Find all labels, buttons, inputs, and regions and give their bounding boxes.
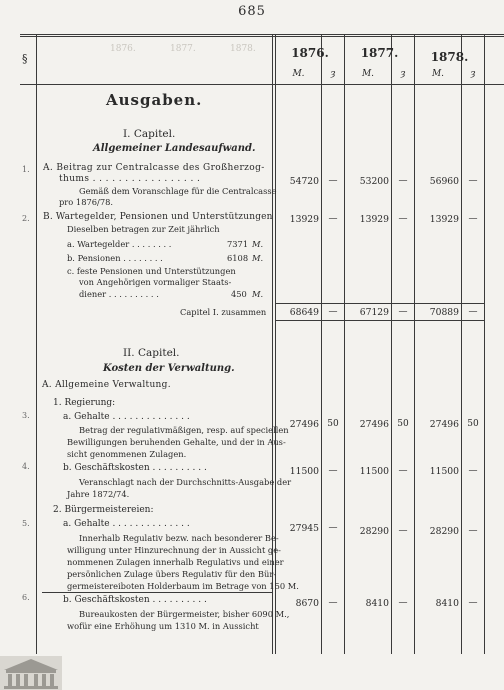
- value-1878-pf: 50: [467, 419, 479, 429]
- row-number: 1.: [22, 165, 30, 174]
- row-text: B. Wartegelder, Pensionen und Unterstützungen: [43, 212, 273, 222]
- value-1878-mark: 27496: [429, 419, 459, 430]
- paragraph-column-rule: [36, 34, 37, 654]
- row-number: 3.: [22, 411, 30, 420]
- row-note: Bewilligungen beruhenden Gehalte, und der in Aus-: [67, 437, 286, 447]
- chapter2-label: II. Capitel.: [123, 347, 180, 359]
- unit-mark-1877: M.: [361, 69, 375, 79]
- paragraph-sign: §: [22, 52, 28, 65]
- row-label: a. Gehalte . . . . . . . . . . . . . .: [63, 412, 190, 422]
- year-1877: 1877.: [360, 46, 399, 60]
- sub-item-label: diener . . . . . . . . . .: [79, 289, 159, 299]
- value-1876-mark: 11500: [289, 466, 319, 477]
- row-note: Veranschlagt nach der Durchschnitts-Ausgabe der: [79, 477, 292, 487]
- subsection-buergermeistereien: 2. Bürgermeistereien:: [53, 505, 154, 515]
- row-note: germeistereiboten Holderbaum im Betrage von 150 M.: [67, 581, 299, 591]
- row-label: b. Geschäftskosten . . . . . . . . . .: [63, 595, 207, 605]
- total-1878-pf: —: [468, 307, 478, 317]
- sub-item-label: c. feste Pensionen und Unterstützungen: [67, 266, 236, 276]
- chapter2-heading: Kosten der Verwaltung.: [103, 363, 235, 374]
- value-1878-mark: 8410: [435, 598, 459, 609]
- row-label: b. Geschäftskosten . . . . . . . . . .: [63, 463, 207, 473]
- value-1878-mark: 11500: [429, 466, 459, 477]
- unit-mark-1876: M.: [292, 69, 305, 79]
- table-top-rule-double: [20, 36, 504, 37]
- value-1877-mark: 8410: [365, 598, 389, 609]
- row-note: Innerhalb Regulativ bezw. nach besonderer Be-: [79, 533, 279, 543]
- sub-item-label: von Angehörigen vormaliger Staats-: [79, 277, 232, 287]
- value-1878-mark: 13929: [429, 214, 459, 225]
- chapter1-label: I. Capitel.: [123, 128, 176, 140]
- value-1877-pf: —: [398, 526, 408, 536]
- total-1878-mark: 70889: [429, 307, 459, 318]
- row-number: 2.: [22, 214, 30, 223]
- row-note: Betrag der regulativmäßigen, resp. auf speciellen: [79, 425, 289, 435]
- value-1876-mark: 8670: [295, 598, 319, 609]
- row-note: persönlichen Zulage übers Regulativ für den Bür-: [67, 569, 277, 579]
- header-bottom-rule: [20, 84, 504, 85]
- value-1878-pf: —: [468, 466, 478, 476]
- section-a-heading: A. Allgemeine Verwaltung.: [42, 380, 171, 390]
- ghost-year-1: 1876.: [110, 44, 136, 54]
- row-text: A. Beitrag zur Centralcasse des Großherzog-: [43, 163, 265, 173]
- value-1877-pf: —: [398, 598, 408, 608]
- row-divider: [42, 592, 272, 593]
- unit-pf-1877: ȝ: [400, 69, 406, 79]
- value-1878-mark: 56960: [429, 176, 459, 187]
- value-1878-pf: —: [468, 598, 478, 608]
- page-number: 685: [238, 4, 266, 19]
- row-label: a. Gehalte . . . . . . . . . . . . . .: [63, 519, 190, 529]
- row-number: 5.: [22, 519, 30, 528]
- row-note: sicht genommenen Zulagen.: [67, 449, 187, 459]
- row-note: pro 1876/78.: [59, 197, 114, 207]
- value-1876-pf: —: [328, 176, 338, 186]
- total-1876-mark: 68649: [289, 307, 319, 318]
- ghost-year-3: 1878.: [230, 44, 256, 54]
- value-1876-mark: 54720: [289, 176, 319, 187]
- library-building-logo: [0, 656, 62, 690]
- sub-item-amount: 6108: [227, 253, 249, 263]
- value-1876-pf: —: [328, 466, 338, 476]
- sub-item-amount: 450: [231, 289, 247, 299]
- row-note: Gemäß dem Voranschlage für die Centralcasse: [79, 186, 277, 196]
- row-note: nommenen Zulagen innerhalb Regulativs und einer: [67, 557, 284, 567]
- sub-item-label: a. Wartegelder . . . . . . . .: [67, 239, 172, 249]
- ghost-year-2: 1877.: [170, 44, 196, 54]
- value-1876-mark: 27945: [289, 523, 319, 534]
- value-1878-pf: —: [468, 176, 478, 186]
- value-1878-pf: —: [468, 214, 478, 224]
- col1878-right-rule: [484, 34, 485, 654]
- row-note: Jahre 1872/74.: [67, 489, 130, 499]
- value-1876-pf: —: [328, 523, 338, 533]
- sub-item-unit: M.: [252, 253, 264, 263]
- unit-mark-1878: M.: [431, 69, 445, 79]
- total-rule: [276, 303, 484, 304]
- chapter1-heading: Allgemeiner Landesaufwand.: [93, 143, 256, 154]
- total-1876-pf: —: [328, 307, 338, 317]
- col1878-split: [461, 34, 462, 654]
- row-note: wofür eine Erhöhung um 1310 M. in Aussicht: [67, 621, 259, 631]
- row-note: Bureaukosten der Bürgermeister, bisher 6090 M.,: [79, 609, 290, 619]
- value-1876-pf: 50: [327, 419, 339, 429]
- row-number: 6.: [22, 593, 30, 602]
- col1876-split: [321, 34, 322, 654]
- table-top-rule: [20, 34, 504, 35]
- value-1878-mark: 28290: [429, 526, 459, 537]
- row-text: thums . . . . . . . . . . . . . . . . .: [59, 174, 201, 184]
- row-number: 4.: [22, 462, 30, 471]
- value-1877-pf: —: [398, 214, 408, 224]
- sub-item-label: b. Pensionen . . . . . . . .: [67, 253, 163, 263]
- value-1876-pf: —: [328, 214, 338, 224]
- value-1877-mark: 28290: [359, 526, 389, 537]
- row-note: willigung unter Hinzurechnung der in Aussicht ge-: [67, 545, 281, 555]
- value-1876-mark: 27496: [289, 419, 319, 430]
- sub-item-unit: M.: [252, 239, 264, 249]
- unit-pf-1876: ȝ: [330, 69, 336, 79]
- sub-item-unit: M.: [252, 289, 264, 299]
- col1877-right-rule: [414, 34, 415, 654]
- value-1877-mark: 53200: [359, 176, 389, 187]
- year-1876: 1876.: [291, 46, 329, 60]
- value-1876-mark: 13929: [289, 214, 319, 225]
- value-1877-pf: 50: [397, 419, 409, 429]
- year-1878: 1878.: [430, 50, 469, 64]
- col1877-split: [391, 34, 392, 654]
- unit-pf-1878: ȝ: [470, 69, 476, 79]
- total-1877-pf: —: [398, 307, 408, 317]
- total-bottom-rule: [276, 320, 484, 321]
- sub-item-amount: 7371: [227, 239, 249, 249]
- value-1877-mark: 27496: [359, 419, 389, 430]
- total-1877-mark: 67129: [359, 307, 389, 318]
- value-1877-mark: 13929: [359, 214, 389, 225]
- section-title: Ausgaben.: [106, 91, 203, 109]
- row-note: Dieselben betragen zur Zeit jährlich: [67, 224, 220, 234]
- value-1877-mark: 11500: [359, 466, 389, 477]
- value-1876-pf: —: [328, 598, 338, 608]
- value-1878-pf: —: [468, 526, 478, 536]
- value-1877-pf: —: [398, 176, 408, 186]
- total-label: Capitel I. zusammen: [180, 307, 267, 317]
- col1876-right-rule: [344, 34, 345, 654]
- value-1877-pf: —: [398, 466, 408, 476]
- subsection-regierung: 1. Regierung:: [53, 398, 116, 408]
